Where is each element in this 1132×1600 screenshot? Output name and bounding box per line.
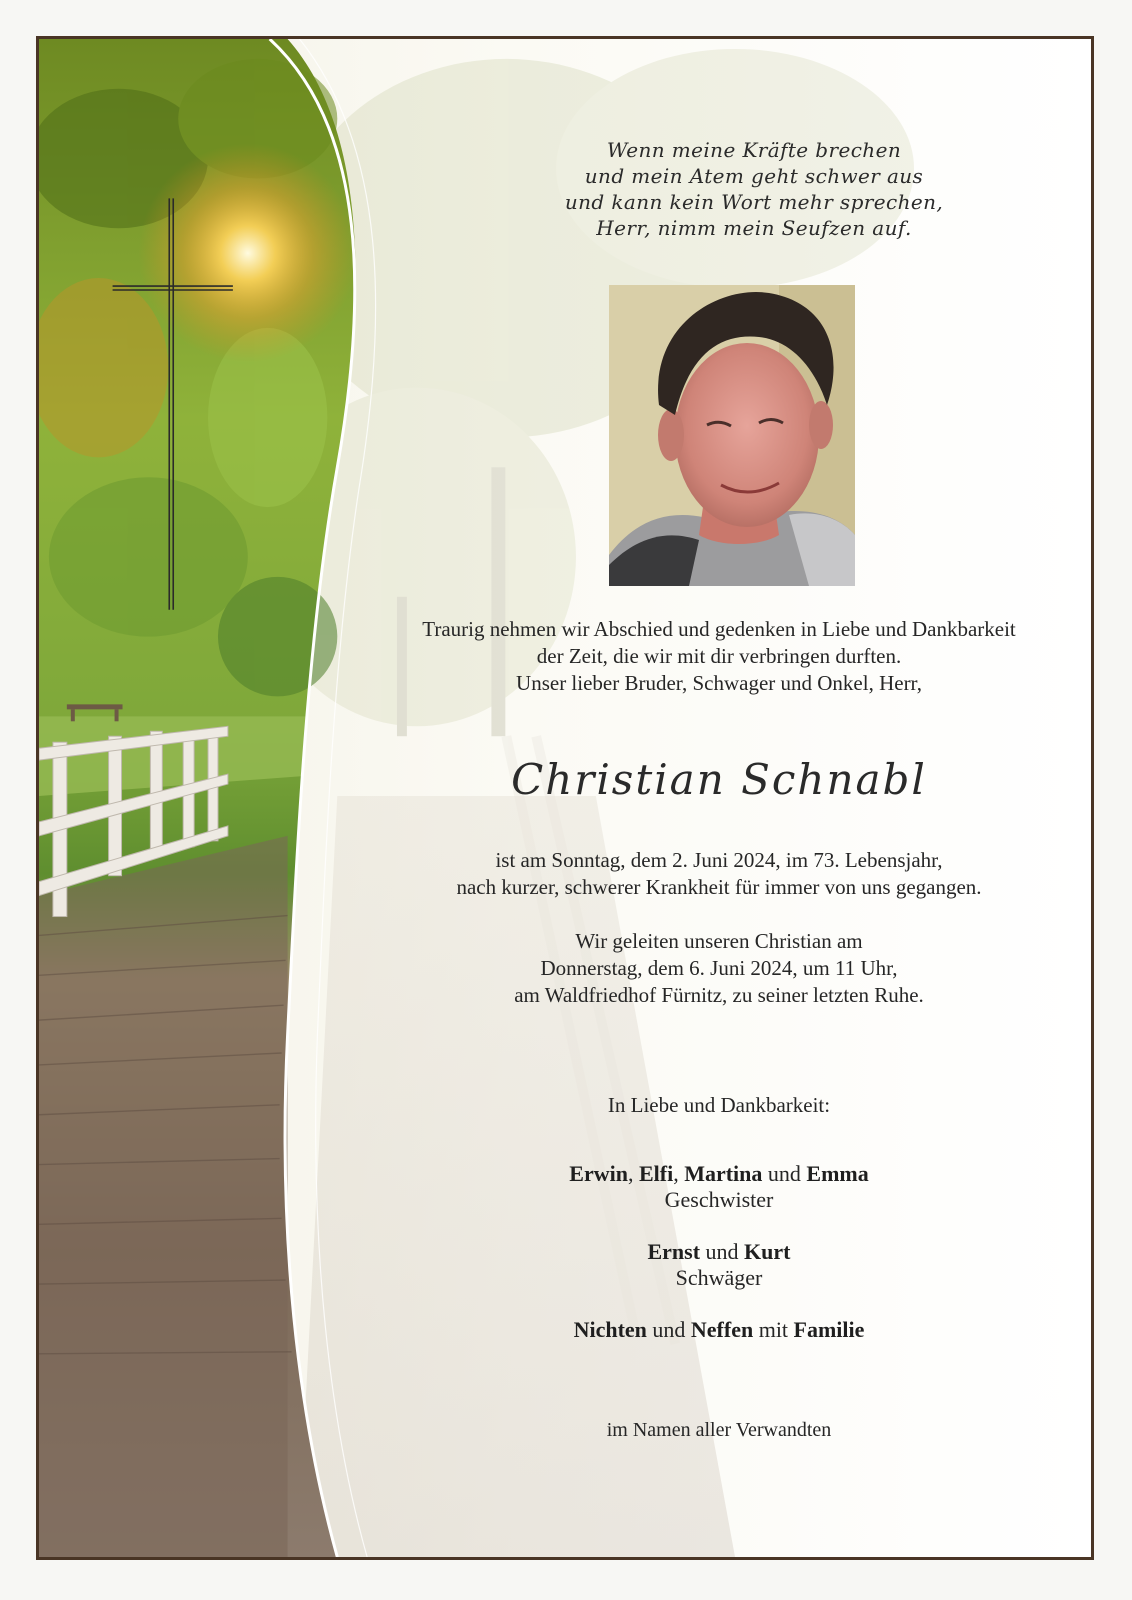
intro-line: Traurig nehmen wir Abschied und gedenken in Liebe und Dankbarkeit bbox=[422, 617, 1016, 641]
portrait-photo bbox=[609, 285, 855, 586]
intro-line: Unser lieber Bruder, Schwager und Onkel, Herr, bbox=[516, 671, 922, 695]
verse-line: und kann kein Wort mehr sprechen, bbox=[564, 190, 944, 214]
funeral-notice-line: Wir geleiten unseren Christian am bbox=[575, 929, 863, 953]
verse-line: und mein Atem geht schwer aus bbox=[584, 164, 924, 188]
death-notice-line: ist am Sonntag, dem 2. Juni 2024, im 73. Lebensjahr, bbox=[495, 848, 943, 872]
mourners-heading: In Liebe und Dankbarkeit: bbox=[607, 1093, 831, 1117]
intro-text bbox=[369, 616, 1069, 697]
bible-verse bbox=[429, 137, 1079, 241]
relatives-names: Nichten und Neffen mit Familie bbox=[573, 1317, 865, 1342]
in-laws-names: Ernst und Kurt bbox=[647, 1239, 791, 1264]
mourners-in-laws bbox=[369, 1239, 1069, 1291]
intro-line: der Zeit, die wir mit dir verbringen durften. bbox=[536, 644, 902, 668]
death-notice bbox=[369, 847, 1069, 901]
closing-line: im Namen aller Verwandten bbox=[606, 1419, 832, 1441]
siblings-names: Erwin, Elfi, Martina und Emma bbox=[569, 1161, 869, 1186]
mourners-relatives bbox=[369, 1317, 1069, 1343]
verse-line: Wenn meine Kräfte brechen bbox=[606, 138, 902, 162]
mourners-siblings bbox=[369, 1161, 1069, 1213]
funeral-notice-line: Donnerstag, dem 6. Juni 2024, um 11 Uhr, bbox=[540, 956, 898, 980]
verse-line: Herr, nimm mein Seufzen auf. bbox=[596, 216, 912, 240]
in-laws-role: Schwäger bbox=[675, 1265, 763, 1290]
siblings-role: Geschwister bbox=[664, 1187, 774, 1212]
funeral-notice bbox=[369, 928, 1069, 1009]
deceased-name: Christian Schnabl bbox=[511, 755, 927, 804]
death-notice-line: nach kurzer, schwerer Krankheit für immer von uns gegangen. bbox=[456, 875, 982, 899]
funeral-notice-line: am Waldfriedhof Fürnitz, zu seiner letzten Ruhe. bbox=[514, 983, 924, 1007]
obituary-card bbox=[36, 36, 1094, 1560]
